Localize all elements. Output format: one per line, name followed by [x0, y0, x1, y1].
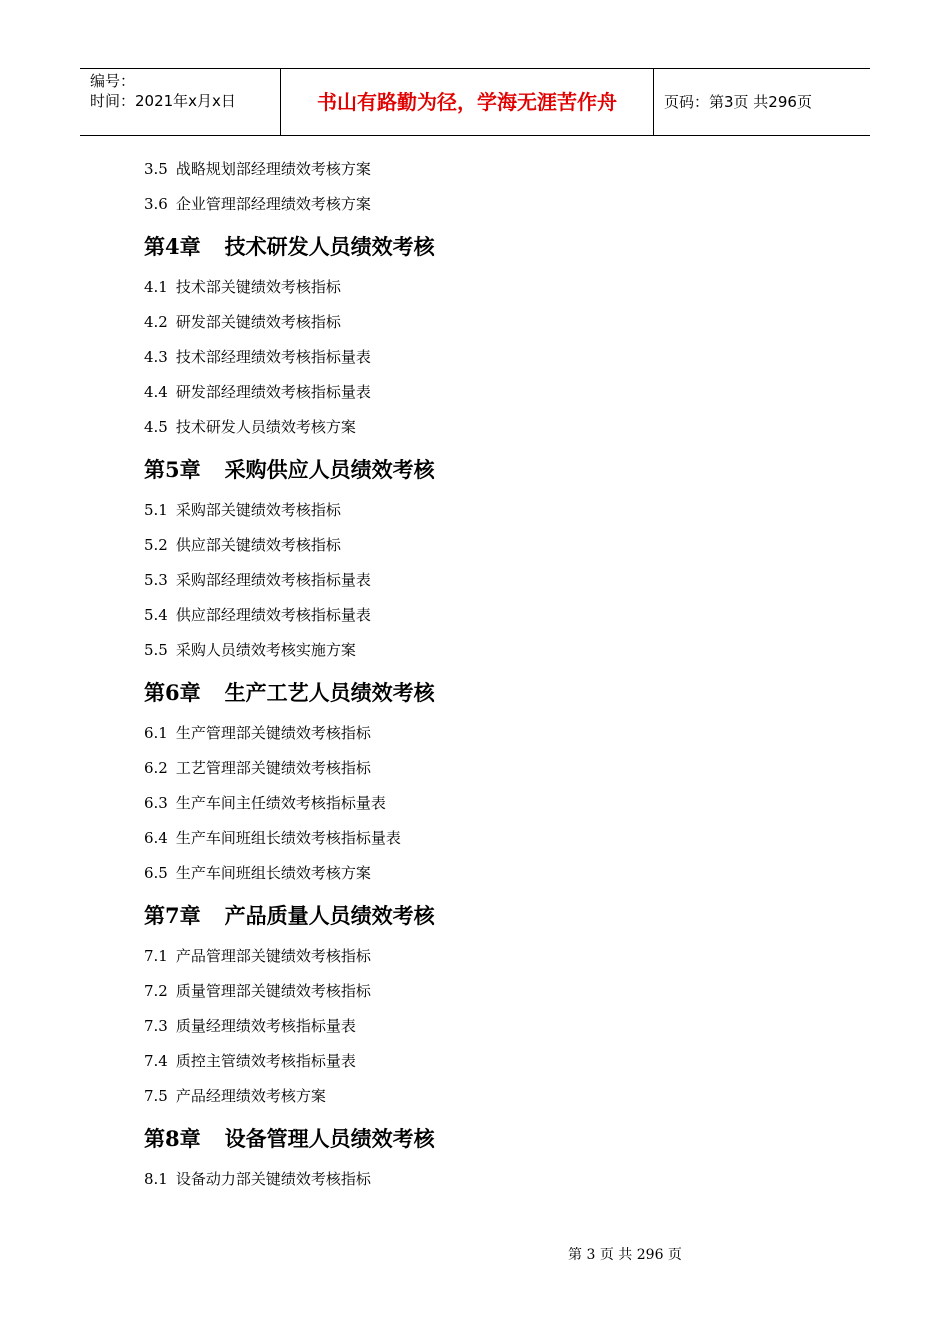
toc-entry [144, 270, 844, 305]
toc-entry-number: 4.5 [144, 418, 168, 436]
toc-entry [144, 152, 844, 187]
toc-entry [144, 598, 844, 633]
toc-entry [144, 1044, 844, 1079]
header-motto: 书山有路勤为径，学海无涯苦作舟 [281, 69, 654, 135]
chapter-number: 第4章 [144, 234, 201, 259]
toc-entry-title: 采购人员绩效考核实施方案 [175, 641, 356, 659]
toc-entry-title: 供应部关键绩效考核指标 [175, 536, 341, 554]
toc-entry-title: 研发部经理绩效考核指标量表 [175, 383, 371, 401]
toc-entry-number: 6.1 [144, 724, 168, 742]
toc-entry-title: 生产车间班组长绩效考核指标量表 [175, 829, 401, 847]
chapter-number: 第5章 [144, 457, 201, 482]
toc-entry-title: 工艺管理部关键绩效考核指标 [175, 759, 371, 777]
toc-entry-title: 技术部关键绩效考核指标 [175, 278, 341, 296]
toc-entry-number: 7.4 [144, 1052, 168, 1070]
toc-entry-number: 5.2 [144, 536, 168, 554]
toc-entry [144, 939, 844, 974]
toc-entry [144, 1079, 844, 1114]
toc-entry-title: 战略规划部经理绩效考核方案 [175, 160, 371, 178]
toc-entry [144, 493, 844, 528]
toc-entry [144, 856, 844, 891]
toc-entry-number: 6.3 [144, 794, 168, 812]
toc-entry [144, 563, 844, 598]
chapter-title: 采购供应人员绩效考核 [224, 457, 435, 482]
toc-entry-number: 3.6 [144, 195, 168, 213]
toc-entry-number: 6.4 [144, 829, 168, 847]
chapter-heading [144, 893, 844, 939]
toc-entry-title: 质量经理绩效考核指标量表 [175, 1017, 356, 1035]
toc-entry [144, 751, 844, 786]
toc-entry-title: 供应部经理绩效考核指标量表 [175, 606, 371, 624]
toc-entry-title: 技术部经理绩效考核指标量表 [175, 348, 371, 366]
toc-entry-number: 4.3 [144, 348, 168, 366]
toc-entry-number: 3.5 [144, 160, 168, 178]
chapter-heading [144, 1116, 844, 1162]
toc-entry [144, 528, 844, 563]
toc-entry-number: 5.4 [144, 606, 168, 624]
toc-entry-title: 生产车间主任绩效考核指标量表 [175, 794, 386, 812]
toc-entry-number: 7.2 [144, 982, 168, 1000]
toc-entry-title: 采购部关键绩效考核指标 [175, 501, 341, 519]
header-page-info: 页码：第3页 共296页 [664, 93, 812, 111]
toc-entry-title: 产品管理部关键绩效考核指标 [175, 947, 371, 965]
chapter-number: 第6章 [144, 680, 201, 705]
toc-entry [144, 375, 844, 410]
toc-entry [144, 187, 844, 222]
toc-entry-title: 生产车间班组长绩效考核方案 [175, 864, 371, 882]
toc-entry [144, 410, 844, 445]
toc-entry-number: 8.1 [144, 1170, 168, 1188]
chapter-number: 第7章 [144, 903, 201, 928]
table-of-contents [144, 152, 844, 1197]
document-number-label: 编号： [90, 72, 136, 90]
toc-entry-number: 7.5 [144, 1087, 168, 1105]
toc-entry-title: 采购部经理绩效考核指标量表 [175, 571, 371, 589]
toc-entry-number: 5.3 [144, 571, 168, 589]
toc-entry-number: 6.2 [144, 759, 168, 777]
toc-entry [144, 633, 844, 668]
toc-entry-title: 质控主管绩效考核指标量表 [175, 1052, 356, 1070]
toc-entry-title: 研发部关键绩效考核指标 [175, 313, 341, 331]
chapter-heading [144, 670, 844, 716]
toc-entry-title: 生产管理部关键绩效考核指标 [175, 724, 371, 742]
toc-entry [144, 786, 844, 821]
toc-entry-number: 4.1 [144, 278, 168, 296]
toc-entry-number: 6.5 [144, 864, 168, 882]
chapter-title: 设备管理人员绩效考核 [224, 1126, 435, 1151]
toc-entry-title: 企业管理部经理绩效考核方案 [175, 195, 371, 213]
toc-entry [144, 974, 844, 1009]
toc-entry-number: 5.5 [144, 641, 168, 659]
chapter-number: 第8章 [144, 1126, 201, 1151]
toc-entry-title: 设备动力部关键绩效考核指标 [175, 1170, 371, 1188]
toc-entry-number: 4.4 [144, 383, 168, 401]
toc-entry-title: 产品经理绩效考核方案 [175, 1087, 326, 1105]
chapter-heading [144, 447, 844, 493]
toc-entry [144, 716, 844, 751]
header-meta [80, 69, 281, 135]
toc-entry-number: 7.3 [144, 1017, 168, 1035]
toc-entry [144, 340, 844, 375]
toc-entry [144, 1009, 844, 1044]
toc-entry-title: 质量管理部关键绩效考核指标 [175, 982, 371, 1000]
toc-entry [144, 821, 844, 856]
toc-entry-number: 7.1 [144, 947, 168, 965]
chapter-title: 产品质量人员绩效考核 [224, 903, 435, 928]
toc-entry-title: 技术研发人员绩效考核方案 [175, 418, 356, 436]
toc-entry [144, 305, 844, 340]
chapter-title: 技术研发人员绩效考核 [224, 234, 435, 259]
page-footer: 第 3 页 共 296 页 [568, 1247, 682, 1263]
toc-entry-number: 4.2 [144, 313, 168, 331]
toc-entry [144, 1162, 844, 1197]
toc-entry-number: 5.1 [144, 501, 168, 519]
chapter-heading [144, 224, 844, 270]
chapter-title: 生产工艺人员绩效考核 [224, 680, 435, 705]
page-header [80, 68, 870, 136]
document-time: 时间：2021年x月x日 [90, 92, 236, 110]
